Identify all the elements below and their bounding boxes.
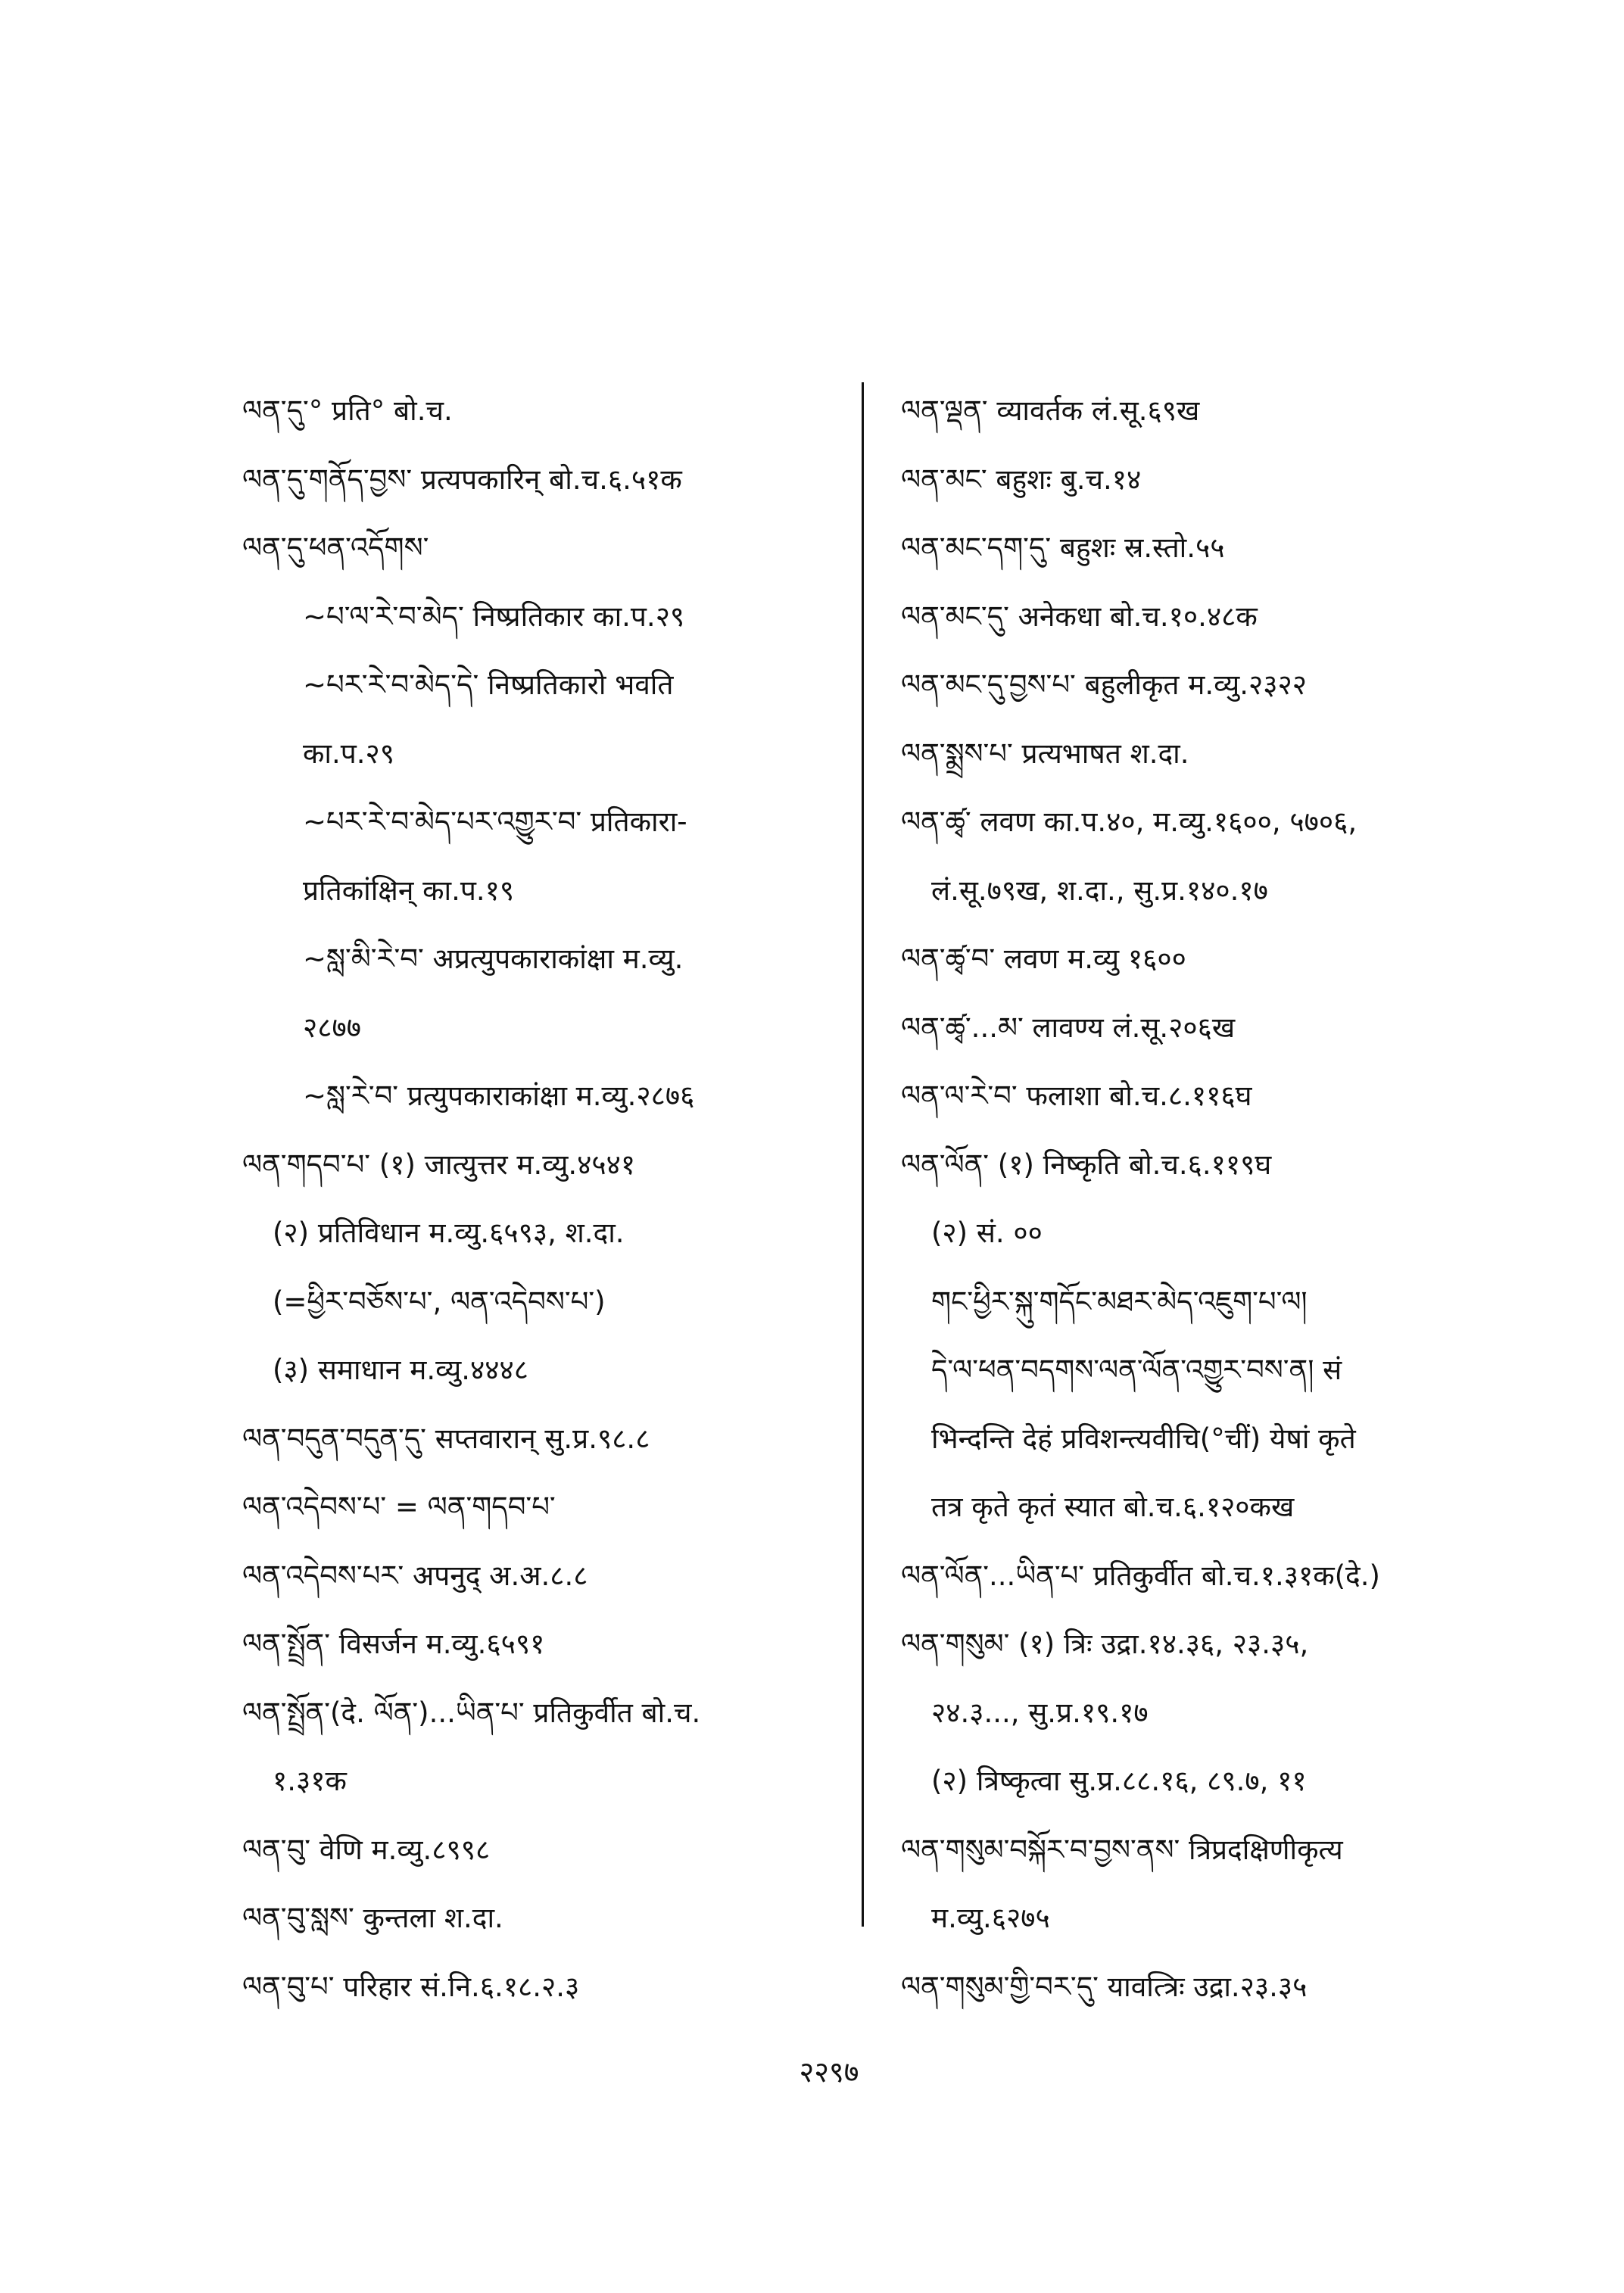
dictionary-entry-line: ལན་ལོན་...ཡིན་པ་ प्रतिकुर्वीत बो.च.१.३१क(दे.) — [901, 1559, 1380, 1592]
dictionary-entry-line: ལན་འདེབས་པ་ = ལན་གདབ་པ་ — [242, 1491, 556, 1523]
dictionary-entry-line: ལན་མང་དག་དུ་ बहुशः स्र.स्तो.५५ — [901, 531, 1225, 564]
dictionary-entry-line: ལན་བུ་ वेणि म.व्यु.८९९८ — [242, 1833, 491, 1866]
column-divider — [862, 382, 864, 1927]
dictionary-entry-line: ལན་ལྡན་ व्यावर्तक लं.सू.६९ख — [901, 394, 1200, 427]
dictionary-entry-line: (३) समाधान म.व्यु.४४४८ — [273, 1354, 528, 1386]
dictionary-entry-line: ལན་བདུན་བདུན་དུ་ सप्तवारान् सु.प्र.९८.८ — [242, 1422, 650, 1455]
dictionary-entry-line: ལན་ཚྭ་ लवण का.प.४०, म.व्यु.१६००, ५७०६, — [901, 805, 1357, 838]
dictionary-entry-line: ལན་སྤྲོན་(दे. ལོན་)...ཡིན་པ་ प्रतिकुर्वीत बो.च. — [242, 1696, 701, 1729]
dictionary-entry-line: म.व्यु.६२७५ — [931, 1902, 1050, 1934]
dictionary-entry-line: ལན་བུ་སླས་ कुन्तला श.दा. — [242, 1902, 503, 1934]
dictionary-entry-line: ~སླ་མི་རེ་བ་ अप्रत्युपकाराकांक्षा म.व्यु. — [303, 942, 684, 975]
dictionary-entry-line: प्रतिकांक्षिन् का.प.१९ — [303, 874, 515, 907]
dictionary-entry-line: का.प.२९ — [303, 737, 395, 770]
dictionary-entry-line: དེ་ལ་ཕན་བདགས་ལན་ལོན་འགྱུར་བས་ན། सं — [931, 1354, 1342, 1386]
dictionary-entry-line: ལན་མང་ बहुशः बु.च.१४ — [901, 463, 1142, 496]
dictionary-entry-line: २४.३..., सु.प्र.१९.१७ — [931, 1696, 1149, 1729]
page-number: २२९७ — [799, 2055, 859, 2089]
dictionary-entry-line: ལན་ཚྭ་...མ་ लावण्य लं.सू.२०६ख — [901, 1011, 1236, 1044]
dictionary-entry-line: ལན་དུ་གནོད་བྱས་ प्रत्यपकारिन् बो.च.६.५१क — [242, 463, 682, 496]
right-column — [901, 377, 1492, 2021]
dictionary-entry-line: ལན་གསུམ་ (१) त्रिः उद्रा.१४.३६, २३.३५, — [901, 1628, 1309, 1660]
left-column — [242, 377, 833, 2021]
dictionary-entry-line: (=ཕྱིར་བཅོས་པ་, ལན་འདེབས་པ་) — [273, 1285, 606, 1318]
dictionary-entry-line: ~པ་ལ་རེ་བ་མེད་ निष्प्रतिकार का.प.२९ — [303, 600, 685, 633]
dictionary-entry-line: ལན་སྨྲས་པ་ प्रत्यभाषत श.दा. — [901, 737, 1189, 770]
dictionary-entry-line: ལན་གདབ་པ་ (१) जात्युत्तर म.व्यु.४५४१ — [242, 1148, 636, 1181]
dictionary-entry-line: ལན་དུ་° प्रति° बो.च. — [242, 394, 453, 427]
dictionary-entry-line: ལན་ཚྭ་བ་ लवण म.व्यु १६०० — [901, 942, 1186, 975]
dictionary-entry-line: ལན་ལོན་ (१) निष्कृति बो.च.६.११९घ — [901, 1148, 1272, 1181]
dictionary-entry-line: भिन्दन्ति देहं प्रविशन्त्यवीचि(°चीं) येषां कृते — [931, 1422, 1356, 1455]
dictionary-entry-line: ལན་མང་དུ་བྱས་པ་ बहुलीकृत म.व्यु.२३२२ — [901, 668, 1307, 701]
dictionary-entry-line: གང་ཕྱིར་སྐུ་གདོང་མཐར་མེད་འཇུག་པ་ལ། — [931, 1285, 1308, 1318]
dictionary-entry-line: तत्र कृते कृतं स्यात बो.च.६.१२०कख — [931, 1491, 1295, 1523]
dictionary-entry-line: ལན་འདེབས་པར་ अपनुद् अ.अ.८.८ — [242, 1559, 588, 1592]
dictionary-entry-line: २८७७ — [303, 1011, 361, 1044]
dictionary-entry-line: (२) त्रिष्कृत्वा सु.प्र.८८.१६, ८९.७, ११ — [931, 1765, 1307, 1797]
dictionary-entry-line: ལན་དུ་ཕན་འདོགས་ — [242, 531, 429, 564]
dictionary-entry-line: ལན་སྤྲོན་ विसर्जन म.व्यु.६५९१ — [242, 1628, 545, 1660]
dictionary-entry-line: लं.सू.७९ख, श.दा., सु.प्र.१४०.१७ — [931, 874, 1268, 907]
dictionary-entry-line: ལན་ལ་རེ་བ་ फलाशा बो.च.८.११६घ — [901, 1080, 1252, 1112]
dictionary-entry-line: १.३१क — [273, 1765, 347, 1797]
dictionary-entry-line: (२) प्रतिविधान म.व्यु.६५९३, श.दा. — [273, 1217, 625, 1249]
dictionary-entry-line: ལན་བུ་པ་ परिहार सं.नि.६.१८.२.३ — [242, 1970, 580, 2003]
dictionary-entry-line: (२) सं. ०० — [931, 1217, 1043, 1249]
dictionary-entry-line: ལན་གསུམ་བསྐོར་བ་བྱས་ནས་ त्रिप्रदक्षिणीकृत्य — [901, 1833, 1343, 1866]
dictionary-entry-line: ~སླ་རེ་བ་ प्रत्युपकाराकांक्षा म.व्यु.२८७६ — [303, 1080, 695, 1112]
dictionary-entry-line: ལན་མང་དུ་ अनेकधा बो.च.१०.४८क — [901, 600, 1258, 633]
dictionary-entry-line: ~པར་རེ་བ་མེད་དེ་ निष्प्रतिकारो भवति — [303, 668, 674, 701]
dictionary-entry-line: ~པར་རེ་བ་མེད་པར་འགྱུར་བ་ प्रतिकारा- — [303, 805, 687, 838]
dictionary-entry-line: ལན་གསུམ་གྱི་བར་དུ་ यावत्त्रिः उद्रा.२३.३५ — [901, 1970, 1308, 2003]
